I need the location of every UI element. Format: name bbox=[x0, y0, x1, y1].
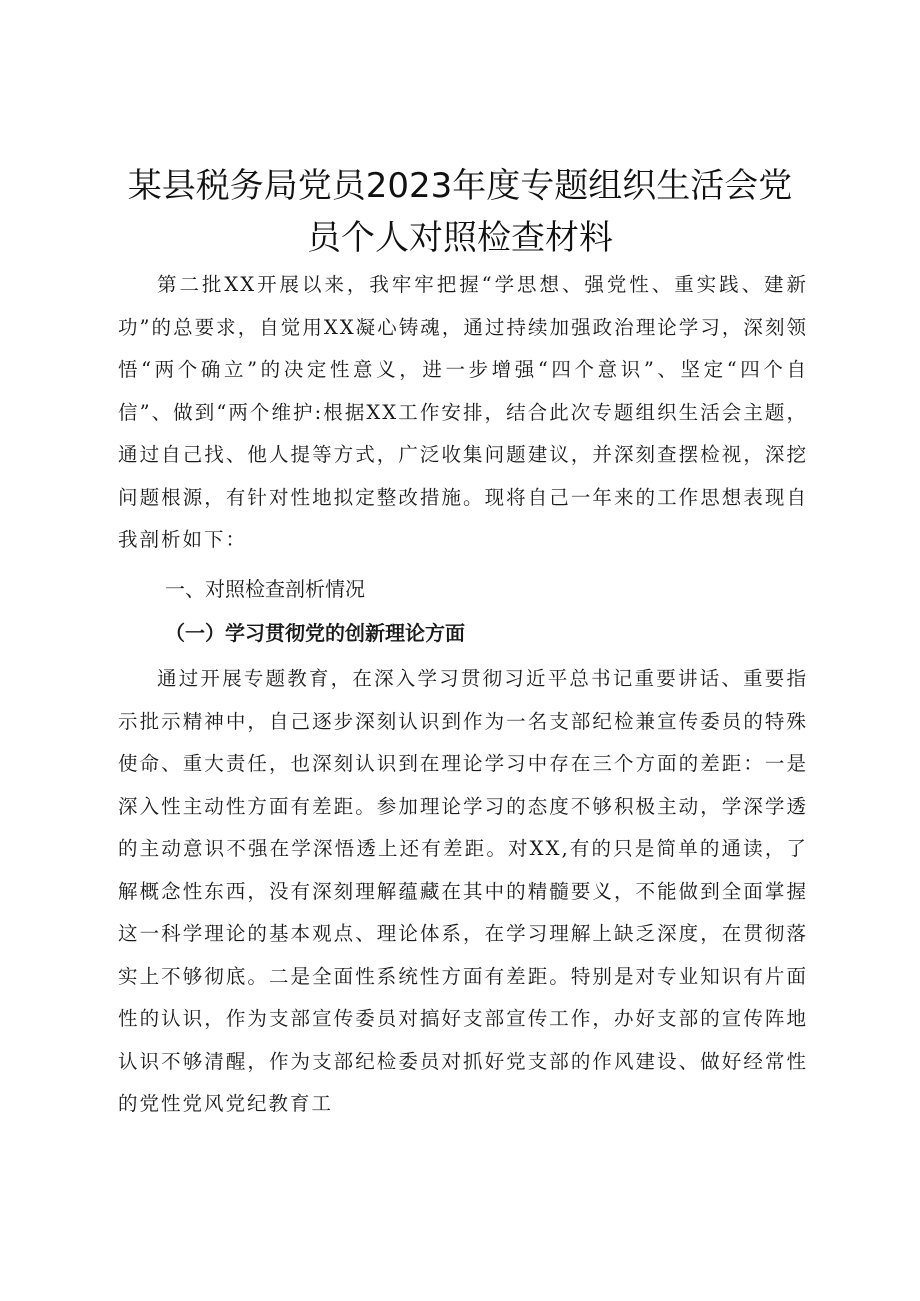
document-title-line-1: 某县税务局党员2023年度专题组织生活会党 bbox=[127, 166, 793, 206]
document-title-line-2: 员个人对照检查材料 bbox=[307, 218, 613, 258]
section-heading: 一、对照检查剖析情况 bbox=[165, 577, 365, 601]
body-paragraph: 通过开展专题教育，在深入学习贯彻习近平总书记重要讲话、重要指示批示精神中，自己逐步深刻认识到作为一名支部纪检兼宣传委员的特殊使命、重大责任，也深刻认识到在理论学习中存在三个方面的差距：一是深入性主动性方面有差距。参加理论学习的态度不够积极主动，学深学透的主动意识不强在学深悟透上还有差距。对XX,有的只是简单的通读，了解概念性东西，没有深刻理解蕴藏在其中的精髓要义，不能做到全面掌握这一科学理论的基本观点、理论体系，在学习理解上缺乏深度，在贯彻落实上不够彻底。二是全面性系统性方面有差距。特别是对专业知识有片面性的认识，作为支部宣传委员对搞好支部宣传工作，办好支部的宣传阵地认识不够清醒，作为支部纪检委员对抓好党支部的作风建设、做好经常性的党性党风党纪教育工 bbox=[118, 667, 808, 1115]
subsection-heading: （一）学习贯彻党的创新理论方面 bbox=[165, 621, 465, 645]
intro-paragraph: 第二批XX开展以来，我牢牢把握“学思想、强党性、重实践、建新功”的总要求，自觉用XX凝心铸魂，通过持续加强政治理论学习，深刻领悟“两个确立”的决定性意义，进一步增强“四个意识”、坚定“四个自信”、做到“两个维护:根据XX工作安排，结合此次专题组织生活会主题，通过自己找、他人提等方式，广泛收集问题建议，并深刻查摆检视，深挖问题根源，有针对性地拟定整改措施。现将自己一年来的工作思想表现自我剖析如下： bbox=[118, 273, 808, 551]
